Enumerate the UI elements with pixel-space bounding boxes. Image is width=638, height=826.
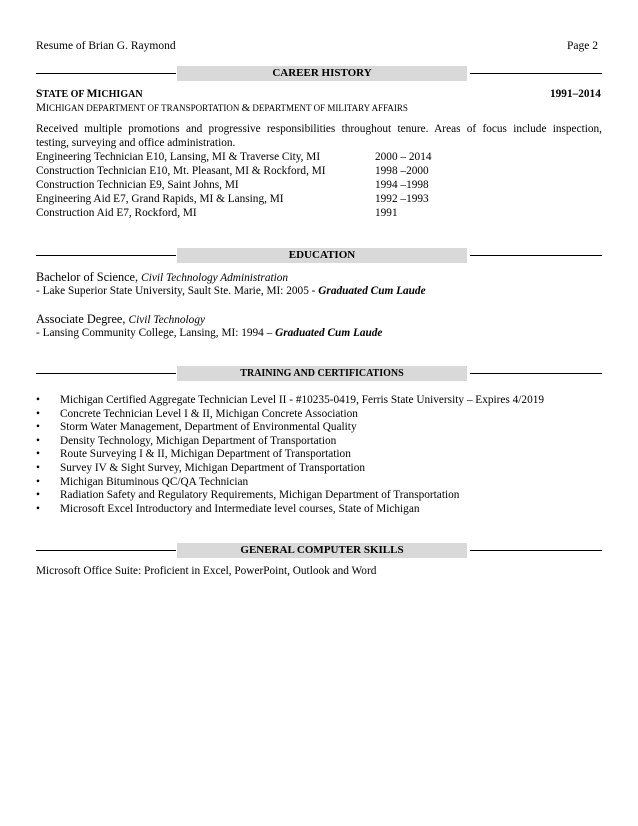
- bullet-icon: •: [36, 421, 40, 434]
- training-item-text: Michigan Bituminous QC/QA Technician: [60, 475, 249, 488]
- degree-associate: Associate Degree, Civil Technology: [36, 312, 205, 326]
- career-summary-line-2: testing, surveying and office administration.: [36, 137, 236, 149]
- heading-rule-right: [470, 550, 602, 551]
- page-number: Page 2: [567, 40, 598, 52]
- training-item-text: Radiation Safety and Regulatory Requirements, Michigan Department of Transportation: [60, 489, 460, 502]
- bullet-icon: •: [36, 489, 40, 502]
- position-title: Engineering Aid E7, Grand Rapids, MI & Lansing, MI: [36, 193, 284, 205]
- career-history-heading: [36, 66, 602, 81]
- position-years: 1991: [375, 207, 398, 219]
- position-years: 1992 –1993: [375, 193, 429, 205]
- running-header-title: Resume of Brian G. Raymond: [36, 40, 176, 52]
- bullet-icon: •: [36, 394, 40, 406]
- heading-rule-right: [470, 373, 602, 374]
- position-title: Construction Technician E9, Saint Johns, MI: [36, 179, 239, 191]
- degree-bachelor-detail: - Lake Superior State University, Sault Ste. Marie, MI: 2005 - Graduated Cum Laude: [36, 285, 426, 297]
- training-item-text: Survey IV & Sight Survey, Michigan Department of Transportation: [60, 462, 365, 474]
- heading-rule-right: [470, 73, 602, 74]
- computer-skills-text: Microsoft Office Suite: Proficient in Excel, PowerPoint, Outlook and Word: [36, 565, 377, 577]
- skills-title: GENERAL COMPUTER SKILLS: [177, 543, 467, 558]
- education-title: EDUCATION: [177, 248, 467, 263]
- education-heading: [36, 248, 602, 263]
- skills-heading: [36, 543, 602, 558]
- training-item-text: Michigan Certified Aggregate Technician Level II - #10235-0419, Ferris State University – Expires 4/2019: [60, 394, 545, 406]
- employment-dates: 1991–2014: [550, 88, 601, 100]
- degree-bachelor: Bachelor of Science, Civil Technology Administration: [36, 270, 289, 284]
- bullet-icon: •: [36, 407, 40, 420]
- position-years: 2000 – 2014: [375, 151, 432, 163]
- heading-rule-left: [36, 550, 176, 551]
- department-name: MICHIGAN DEPARTMENT OF TRANSPORTATION & DEPARTMENT OF MILITARY AFFAIRS: [36, 102, 408, 114]
- heading-rule-left: [36, 73, 176, 74]
- training-item-text: Concrete Technician Level I & II, Michigan Concrete Association: [60, 407, 358, 420]
- training-title: TRAINING AND CERTIFICATIONS: [177, 366, 467, 381]
- position-years: 1998 –2000: [375, 165, 429, 177]
- position-title: Construction Technician E10, Mt. Pleasant, MI & Rockford, MI: [36, 165, 326, 177]
- career-history-title: CAREER HISTORY: [177, 66, 467, 81]
- career-summary-line-1: Received multiple promotions and progressive responsibilities throughout tenure. Areas of focus include inspection,: [36, 123, 602, 135]
- position-years: 1994 –1998: [375, 179, 429, 191]
- bullet-icon: •: [36, 462, 40, 474]
- training-item-text: Storm Water Management, Department of Environmental Quality: [60, 421, 357, 434]
- employer-name: STATE OF MICHIGAN: [36, 88, 143, 100]
- bullet-icon: •: [36, 434, 40, 447]
- heading-rule-left: [36, 255, 176, 256]
- training-heading: [36, 366, 602, 381]
- position-title: Engineering Technician E10, Lansing, MI & Traverse City, MI: [36, 151, 321, 163]
- heading-rule-left: [36, 373, 176, 374]
- bullet-icon: •: [36, 475, 40, 488]
- bullet-icon: •: [36, 448, 40, 461]
- degree-associate-detail: - Lansing Community College, Lansing, MI: 1994 – Graduated Cum Laude: [36, 327, 383, 339]
- position-title: Construction Aid E7, Rockford, MI: [36, 207, 197, 219]
- heading-rule-right: [470, 255, 602, 256]
- training-item-text: Route Surveying I & II, Michigan Department of Transportation: [60, 448, 351, 461]
- training-item-text: Microsoft Excel Introductory and Intermediate level courses, State of Michigan: [60, 502, 420, 515]
- training-item-text: Density Technology, Michigan Department of Transportation: [60, 434, 337, 447]
- bullet-icon: •: [36, 502, 40, 515]
